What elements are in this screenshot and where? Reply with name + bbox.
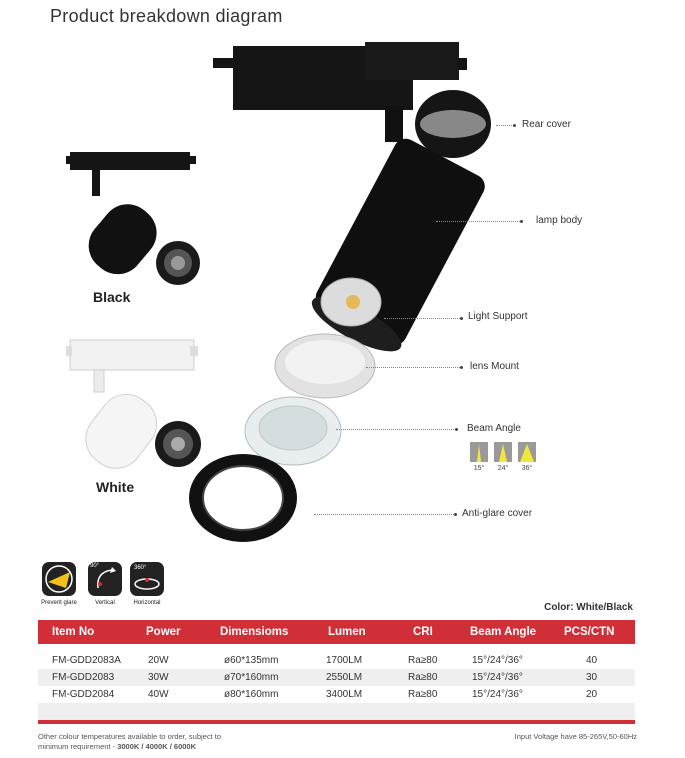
color-note: Color: White/Black [544,602,633,613]
beam-label-24: 24° [497,465,509,472]
cell-pcs-ctn: 40 [586,655,598,666]
prevent-glare-icon [42,562,76,596]
cell-item-no: FM-GDD2083A [52,655,121,666]
table-header [38,620,635,644]
spec-table [38,620,635,724]
footnote-line1: Other colour temperatures available to order, subject to [38,732,222,741]
cell-lumen: 2550LM [326,672,363,683]
vertical-label: Vertical [95,600,115,606]
cell-dimensions: ø70*160mm [224,672,279,683]
cell-beam-angle: 15°/24°/36° [472,689,523,700]
white-lamp-image [62,336,202,476]
callout-rear-cover: Rear cover [522,119,571,130]
horizontal-degree: 360° [134,565,147,571]
page-title: Product breakdown diagram [50,6,283,26]
footnote-line2 [38,742,221,752]
header-dimensions: Dimensioms [220,626,289,638]
exploded-diagram [185,36,505,556]
cell-lumen: 1700LM [326,655,363,666]
callout-lamp-body: lamp body [536,215,583,226]
beam-15-icon [470,442,488,462]
cell-pcs-ctn: 20 [586,689,598,700]
cell-item-no: FM-GDD2084 [52,689,115,700]
cell-power: 30W [148,672,169,683]
table-spacer-row [38,703,635,720]
cell-item-no: FM-GDD2083 [52,672,115,683]
header-beam-angle: Beam Angle [470,626,537,638]
table-row [38,669,635,686]
header-lumen: Lumen [328,626,366,638]
footnote-temps: 3000K / 4000K / 6000K [117,742,196,751]
beam-label-15: 15° [473,465,485,472]
white-variant-label: White [96,479,135,495]
black-variant-label: Black [93,289,131,305]
cell-beam-angle: 15°/24°/36° [472,655,523,666]
header-cri: CRI [413,626,433,638]
cell-power: 40W [148,689,169,700]
beam-36-icon [518,442,536,462]
voltage-suffix: V,50-60Hz [602,732,637,741]
vertical-degree: 90° [90,563,100,569]
header-power: Power [146,626,181,638]
prevent-glare-label: Prevent glare [41,600,77,606]
footnote-prefix: minimum requirement - [38,742,118,751]
header-item-no: Item No [52,626,95,638]
cell-cri: Ra≥80 [408,672,438,683]
voltage-value: 85-265 [578,732,603,741]
black-lamp-image [62,148,202,288]
callout-anti-glare: Anti-glare cover [462,508,533,519]
cell-lumen: 3400LM [326,689,363,700]
callout-lens-mount: lens Mount [470,361,519,372]
cell-power: 20W [148,655,169,666]
cell-cri: Ra≥80 [408,689,438,700]
table-row [38,652,635,669]
callout-light-support: Light Support [468,311,528,322]
horizontal-label: Horizontal [133,600,161,606]
cell-beam-angle: 15°/24°/36° [472,672,523,683]
cell-cri: Ra≥80 [408,655,438,666]
header-pcs-ctn: PCS/CTN [564,626,615,638]
beam-label-36: 36° [521,465,533,472]
callout-beam-angle: Beam Angle [467,423,521,434]
voltage-prefix: Input Voltage have [514,732,579,741]
table-row [38,686,635,703]
cell-pcs-ctn: 30 [586,672,598,683]
cell-dimensions: ø60*135mm [224,655,279,666]
cell-dimensions: ø80*160mm [224,689,279,700]
beam-24-icon [494,442,512,462]
voltage-note [515,732,637,741]
table-footer-bar [38,720,635,724]
footnote [38,732,221,752]
